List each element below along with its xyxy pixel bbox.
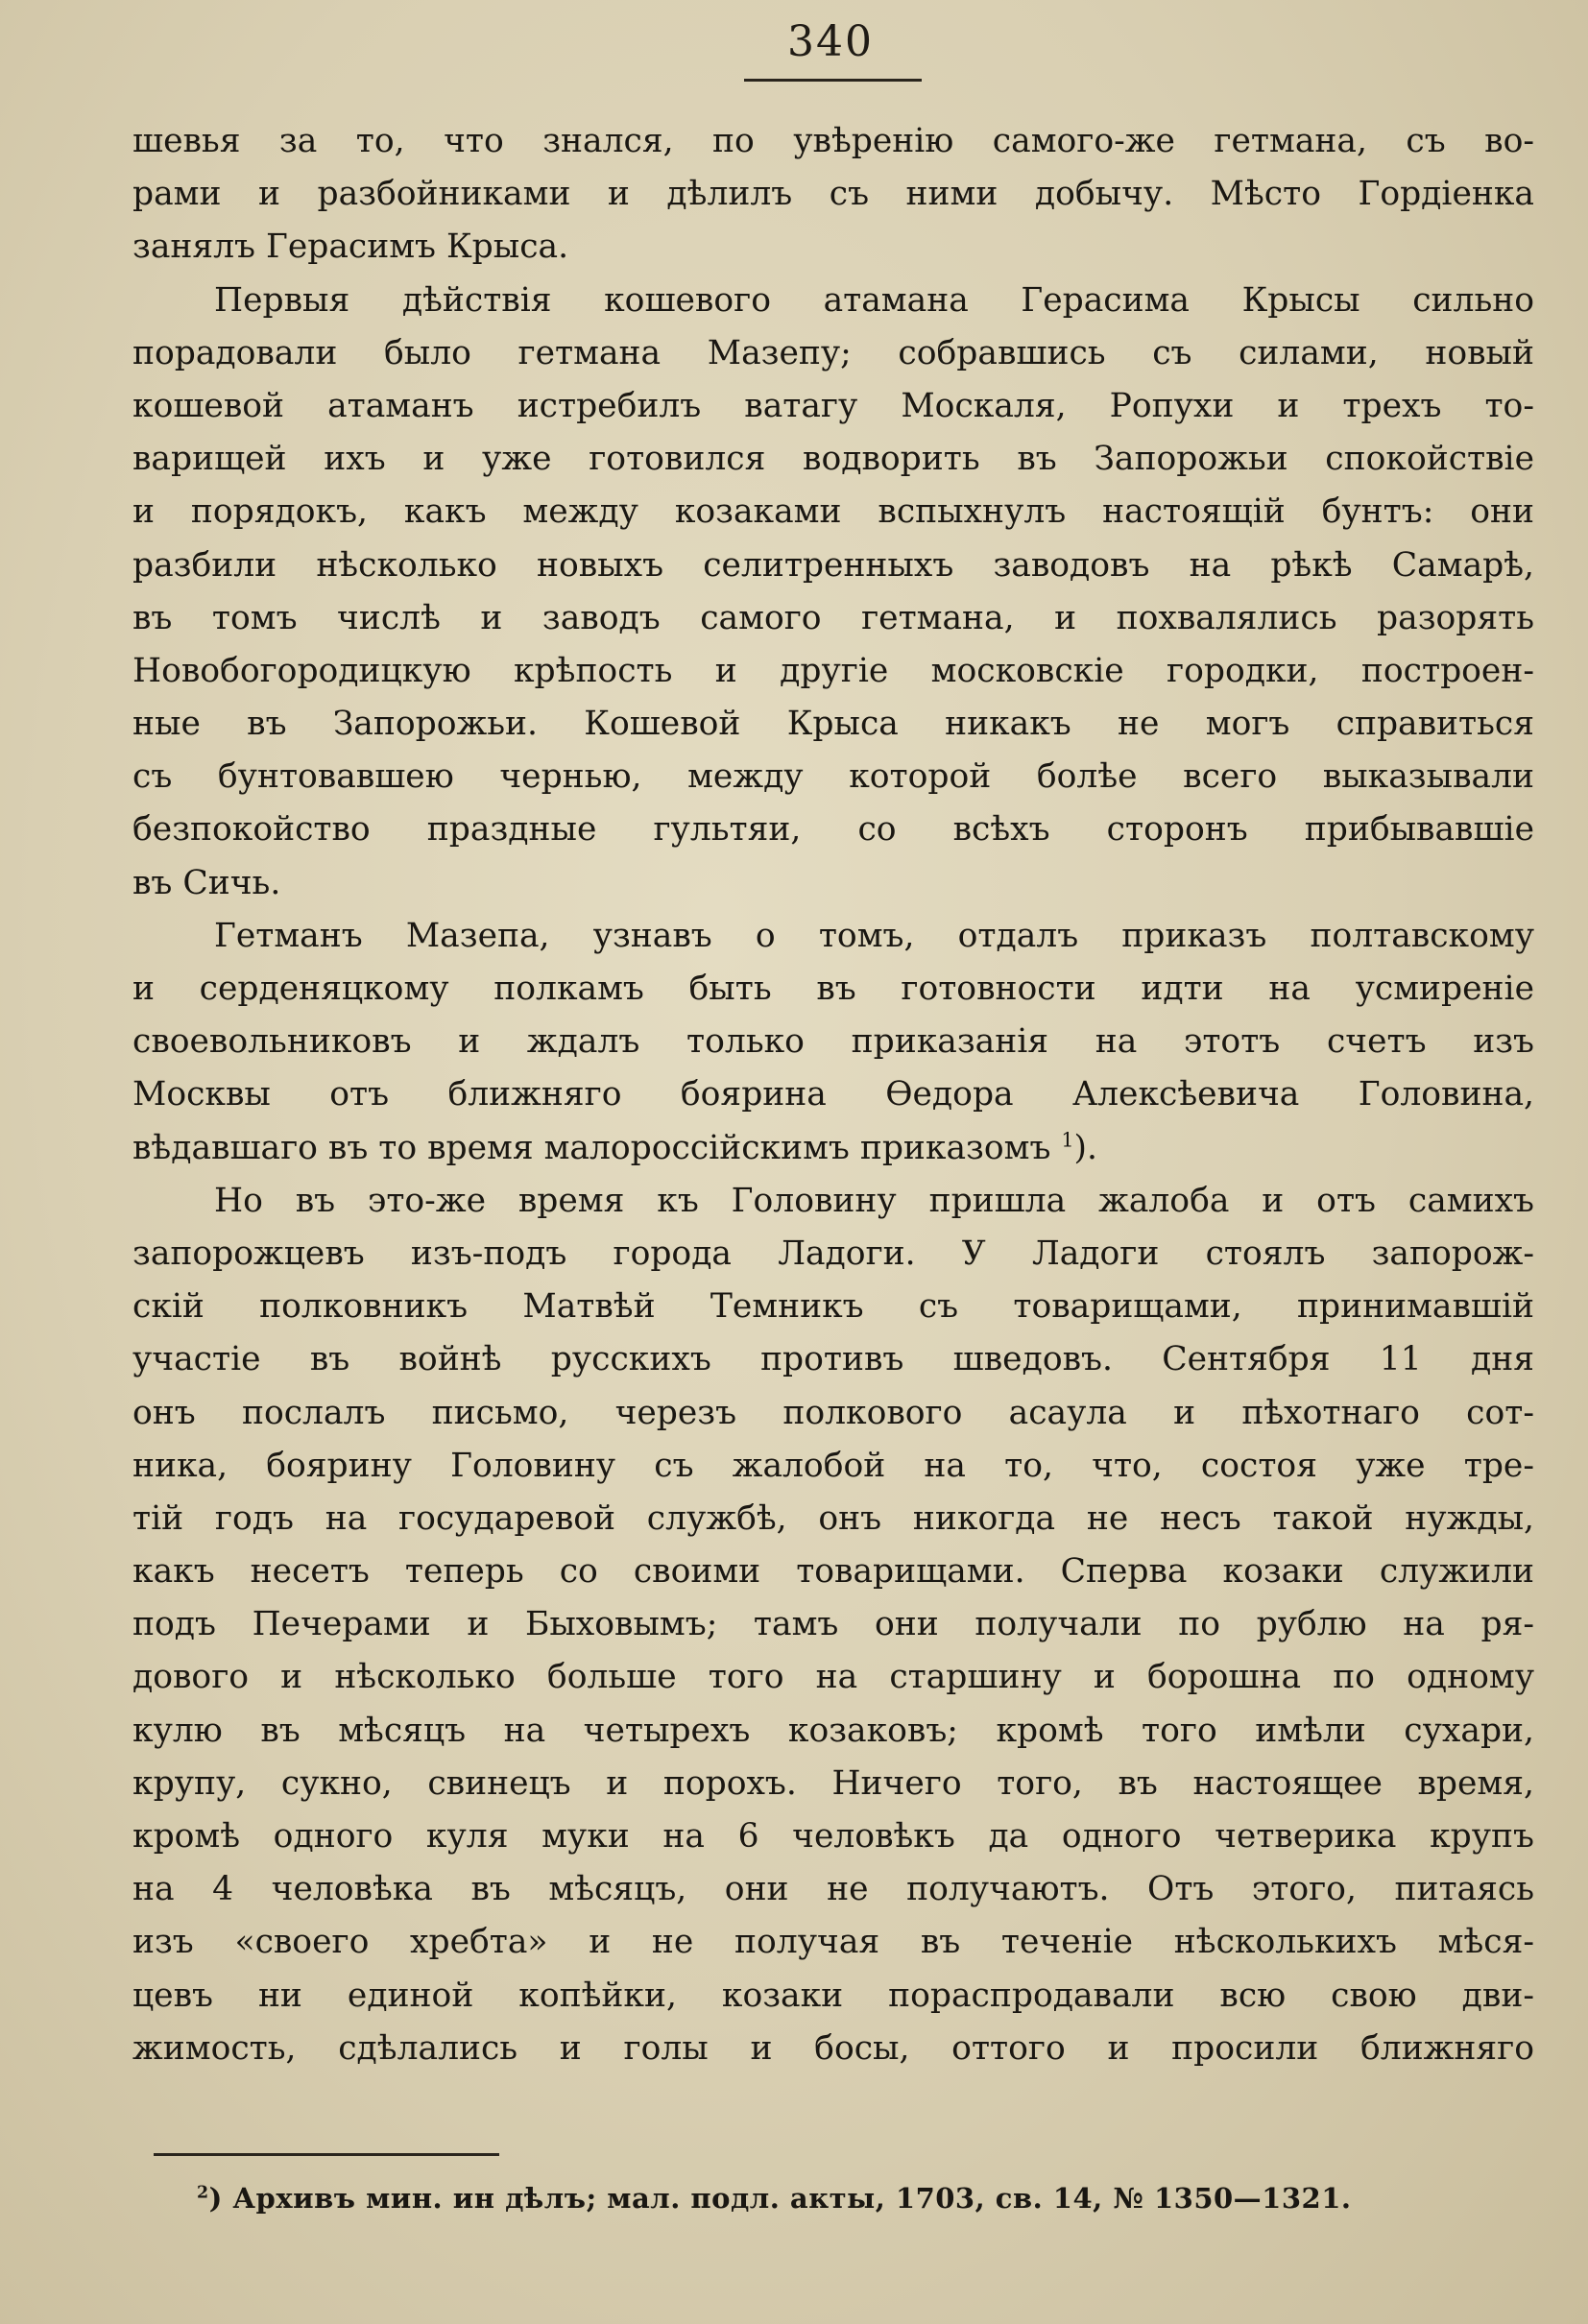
text-line: изъ «своего хребта» и не получая въ теченіе нѣсколькихъ мѣся- bbox=[132, 1923, 1534, 1962]
text-line: Гетманъ Мазепа, узнавъ о томъ, отдалъ приказъ полтавскому bbox=[214, 916, 1534, 955]
page-number: 340 bbox=[787, 17, 874, 66]
text-line: какъ несетъ теперь со своими товарищами. Сперва козаки служили bbox=[132, 1552, 1534, 1592]
text-line-with-footnote bbox=[132, 1122, 1534, 1175]
text-line: шевья за то, что знался, по увѣренію самого-же гетмана, съ во- bbox=[132, 122, 1534, 160]
body-text bbox=[132, 115, 1534, 2075]
text-line: запорожцевъ изъ-подъ города Ладоги. У Ладоги стоялъ запорож- bbox=[132, 1234, 1534, 1273]
text-line: Но въ это-же время къ Головину пришла жалоба и отъ самихъ bbox=[214, 1181, 1534, 1220]
footnote-number: 2 bbox=[197, 2183, 209, 2203]
text-line: участіе въ войнѣ русскихъ противъ шведовъ. Сентября 11 дня bbox=[132, 1340, 1534, 1379]
text-line: безпокойство праздные гультяи, со всѣхъ сторонъ прибывавшіе bbox=[132, 810, 1534, 850]
text-fragment: вѣдавшаго въ то время малороссійскимъ приказомъ bbox=[132, 1128, 1051, 1167]
text-line: Москвы отъ ближняго боярина Ѳедора Алексѣевича Головина, bbox=[132, 1075, 1534, 1114]
text-line: въ Сичь. bbox=[132, 863, 281, 902]
text-line: и порядокъ, какъ между козаками вспыхнулъ настоящій бунтъ: они bbox=[132, 492, 1534, 532]
text-line: онъ послалъ письмо, черезъ полкового асаула и пѣхотнаго сот- bbox=[132, 1393, 1534, 1432]
text-line: кромѣ одного куля муки на 6 человѣкъ да одного четверика крупъ bbox=[132, 1817, 1534, 1856]
text-line: занялъ Герасимъ Крыса. bbox=[132, 228, 569, 267]
text-line: крупу, сукно, свинецъ и порохъ. Ничего того, въ настоящее время, bbox=[132, 1763, 1534, 1803]
footnote-text: ) Архивъ мин. ин дѣлъ; мал. подл. акты, 1703, св. 14, № 1350—1321. bbox=[208, 2182, 1352, 2215]
text-line: разбили нѣсколько новыхъ селитренныхъ заводовъ на рѣкѣ Самарѣ, bbox=[132, 545, 1534, 585]
text-line: подъ Печерами и Быховымъ; тамъ они получали по рублю на ря- bbox=[132, 1605, 1534, 1644]
text-line: на 4 человѣка въ мѣсяцъ, они не получаютъ. Отъ этого, питаясь bbox=[132, 1870, 1534, 1909]
text-line: дового и нѣсколько больше того на старшину и борошна по одному bbox=[132, 1658, 1534, 1697]
footnote bbox=[197, 2177, 1541, 2219]
text-line: варищей ихъ и уже готовился водворить въ Запорожьи спокойствіе bbox=[132, 440, 1534, 479]
text-fragment: ). bbox=[1073, 1128, 1097, 1167]
text-line: жимость, сдѣлались и голы и босы, оттого и просили ближняго bbox=[132, 2028, 1534, 2068]
text-line: Первыя дѣйствія кошевого атамана Герасима Крысы сильно bbox=[214, 280, 1534, 320]
text-line: и серденяцкому полкамъ быть въ готовности идти на усмиреніе bbox=[132, 970, 1534, 1008]
text-line: Новобогородицкую крѣпость и другіе московскіе городки, построен- bbox=[132, 651, 1534, 690]
text-line: скій полковникъ Матвѣй Темникъ съ товарищами, принимавшій bbox=[132, 1287, 1534, 1327]
text-line: ника, боярину Головину съ жалобой на то, что, состоя уже тре- bbox=[132, 1446, 1534, 1485]
text-line: въ томъ числѣ и заводъ самого гетмана, и похвалялись разорять bbox=[132, 598, 1534, 637]
text-line: цевъ ни единой копѣйки, козаки пораспродавали всю свою дви- bbox=[132, 1976, 1534, 2015]
footnote-separator bbox=[154, 2153, 499, 2156]
text-line: съ бунтовавшею чернью, между которой болѣе всего выказывали bbox=[132, 757, 1534, 797]
text-line: своевольниковъ и ждалъ только приказанія на этотъ счетъ изъ bbox=[132, 1022, 1534, 1062]
footnote-marker: 1 bbox=[1061, 1128, 1074, 1152]
text-line: кошевой атаманъ истребилъ ватагу Москаля, Ропухи и трехъ то- bbox=[132, 386, 1534, 425]
page-number-underline bbox=[744, 79, 922, 82]
text-line: ные въ Запорожьи. Кошевой Крыса никакъ не могъ справиться bbox=[132, 705, 1534, 744]
text-line: тій годъ на государевой службѣ, онъ никогда не несъ такой нужды, bbox=[132, 1498, 1534, 1538]
text-line: порадовали было гетмана Мазепу; собравшись съ силами, новый bbox=[132, 333, 1534, 372]
text-line: рами и разбойниками и дѣлилъ съ ними добычу. Мѣсто Гордіенка bbox=[132, 175, 1534, 214]
text-line: кулю въ мѣсяцъ на четырехъ козаковъ; кромѣ того имѣли сухари, bbox=[132, 1711, 1534, 1750]
